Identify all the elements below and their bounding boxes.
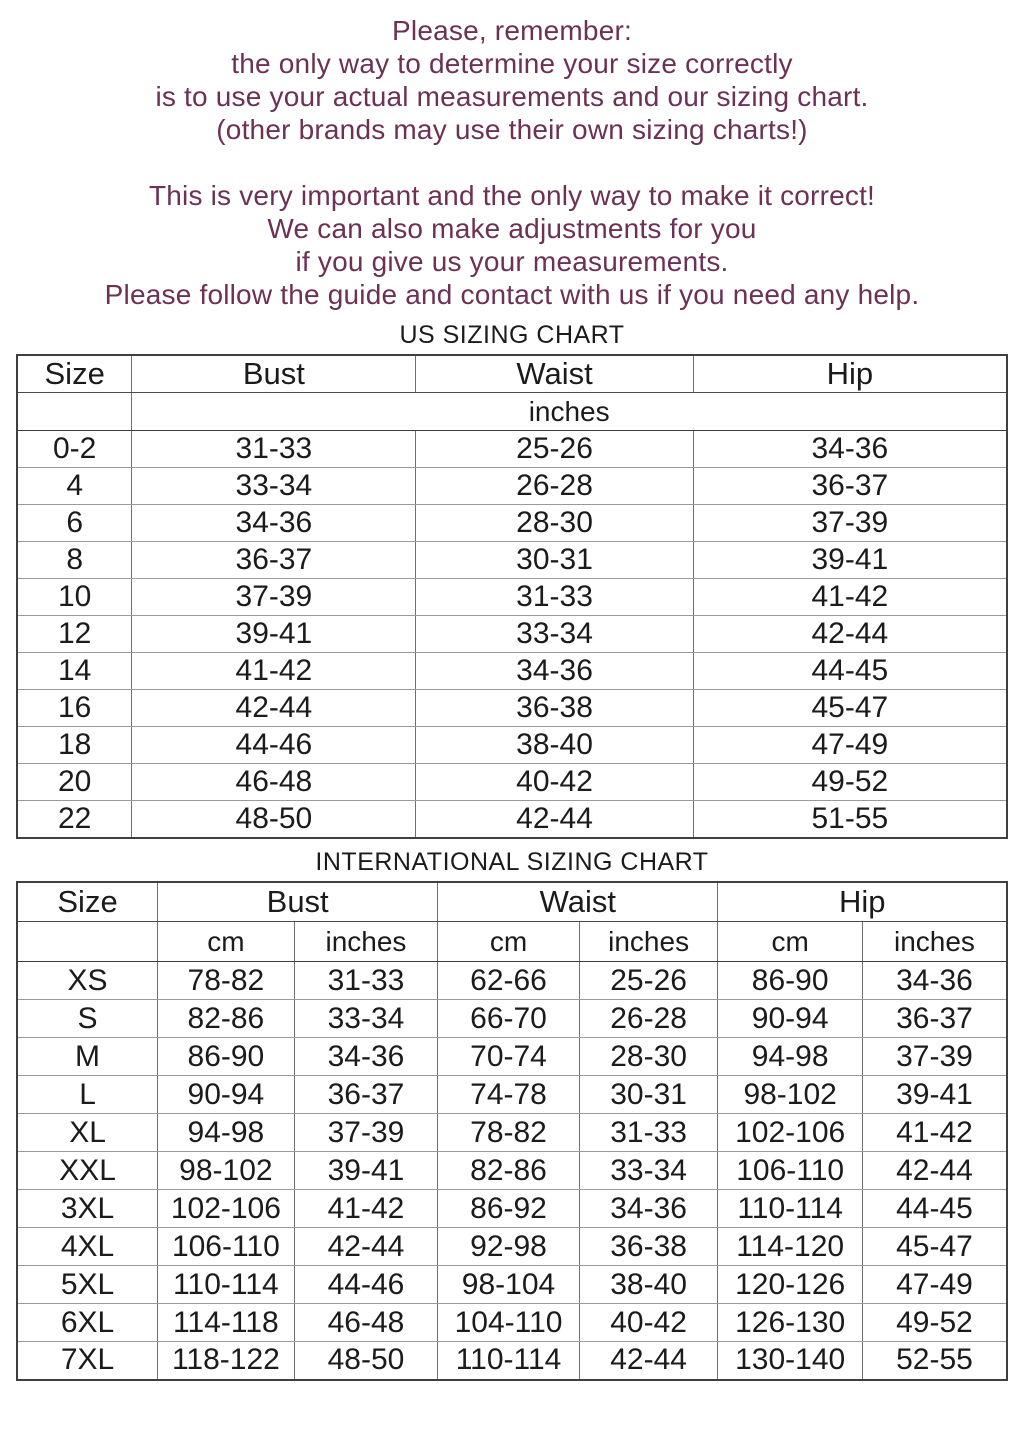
intl-unit-cm-cell: cm: [718, 922, 863, 962]
us-measurement-cell: 28-30: [416, 505, 693, 542]
table-row: [17, 579, 1007, 616]
table-row: [17, 1342, 1007, 1380]
table-row: [17, 1304, 1007, 1342]
intl-measurement-cell: 26-28: [579, 1000, 718, 1038]
us-measurement-cell: 42-44: [132, 690, 416, 727]
international-sizing-table: [16, 881, 1008, 1381]
intl-unit-empty-cell: [17, 922, 158, 962]
intl-size-cell: 6XL: [17, 1304, 158, 1342]
intl-measurement-cell: 47-49: [862, 1266, 1007, 1304]
intl-measurement-cell: 78-82: [158, 962, 295, 1000]
intl-measurement-cell: 118-122: [158, 1342, 295, 1380]
us-measurement-cell: 42-44: [416, 801, 693, 838]
intl-measurement-cell: 41-42: [294, 1190, 438, 1228]
intro-line: the only way to determine your size correctly: [231, 48, 793, 79]
us-measurement-cell: 36-37: [693, 468, 1007, 505]
us-measurement-cell: 33-34: [416, 616, 693, 653]
intl-measurement-cell: 42-44: [862, 1152, 1007, 1190]
us-size-cell: 0-2: [17, 431, 132, 468]
us-measurement-cell: 26-28: [416, 468, 693, 505]
intl-measurement-cell: 37-39: [294, 1114, 438, 1152]
intl-measurement-cell: 104-110: [438, 1304, 580, 1342]
intl-measurement-cell: 42-44: [294, 1228, 438, 1266]
us-size-cell: 8: [17, 542, 132, 579]
intl-measurement-cell: 94-98: [718, 1038, 863, 1076]
intl-header-row: [17, 882, 1007, 922]
us-measurement-cell: 49-52: [693, 764, 1007, 801]
table-row: [17, 727, 1007, 764]
intl-size-cell: XL: [17, 1114, 158, 1152]
us-measurement-cell: 37-39: [693, 505, 1007, 542]
intl-size-cell: XXL: [17, 1152, 158, 1190]
intro-line: This is very important and the only way to make it correct!: [148, 180, 876, 211]
intl-measurement-cell: 37-39: [862, 1038, 1007, 1076]
intl-measurement-cell: 70-74: [438, 1038, 580, 1076]
table-row: [17, 1152, 1007, 1190]
table-row: [17, 1228, 1007, 1266]
us-measurement-cell: 25-26: [416, 431, 693, 468]
intl-size-cell: 3XL: [17, 1190, 158, 1228]
intl-measurement-cell: 33-34: [294, 1000, 438, 1038]
us-measurement-cell: 51-55: [693, 801, 1007, 838]
intl-measurement-cell: 78-82: [438, 1114, 580, 1152]
intl-measurement-cell: 86-90: [718, 962, 863, 1000]
intl-size-cell: M: [17, 1038, 158, 1076]
us-size-cell: 22: [17, 801, 132, 838]
intl-measurement-cell: 44-45: [862, 1190, 1007, 1228]
intl-measurement-cell: 102-106: [158, 1190, 295, 1228]
intro-line: if you give us your measurements.: [295, 246, 729, 277]
us-measurement-cell: 38-40: [416, 727, 693, 764]
intl-measurement-cell: 106-110: [718, 1152, 863, 1190]
us-measurement-cell: 31-33: [132, 431, 416, 468]
us-measurement-cell: 45-47: [693, 690, 1007, 727]
intl-column-header: Size: [17, 882, 158, 922]
table-row: [17, 1114, 1007, 1152]
intl-measurement-cell: 86-90: [158, 1038, 295, 1076]
intl-measurement-cell: 36-38: [579, 1228, 718, 1266]
table-row: [17, 801, 1007, 838]
intl-measurement-cell: 31-33: [294, 962, 438, 1000]
us-unit-empty-cell: [17, 393, 132, 431]
us-column-header: Hip: [693, 355, 1007, 393]
intl-table-body: [17, 882, 1007, 1380]
us-column-header: Size: [17, 355, 132, 393]
intl-measurement-cell: 62-66: [438, 962, 580, 1000]
us-measurement-cell: 34-36: [693, 431, 1007, 468]
us-size-cell: 6: [17, 505, 132, 542]
us-measurement-cell: 41-42: [132, 653, 416, 690]
intl-measurement-cell: 98-102: [718, 1076, 863, 1114]
table-row: [17, 1000, 1007, 1038]
intro-line: Please, remember:: [392, 15, 632, 46]
intl-measurement-cell: 36-37: [862, 1000, 1007, 1038]
intl-measurement-cell: 49-52: [862, 1304, 1007, 1342]
intl-measurement-cell: 110-114: [438, 1342, 580, 1380]
intl-measurement-cell: 114-118: [158, 1304, 295, 1342]
intl-measurement-cell: 28-30: [579, 1038, 718, 1076]
intl-size-cell: XS: [17, 962, 158, 1000]
intl-measurement-cell: 34-36: [579, 1190, 718, 1228]
intl-measurement-cell: 66-70: [438, 1000, 580, 1038]
intl-measurement-cell: 90-94: [158, 1076, 295, 1114]
us-table-body: [17, 355, 1007, 838]
intl-measurement-cell: 94-98: [158, 1114, 295, 1152]
us-size-cell: 14: [17, 653, 132, 690]
intl-measurement-cell: 46-48: [294, 1304, 438, 1342]
intl-measurement-cell: 45-47: [862, 1228, 1007, 1266]
intro-line: We can also make adjustments for you: [267, 213, 757, 244]
intl-measurement-cell: 36-37: [294, 1076, 438, 1114]
intl-measurement-cell: 110-114: [718, 1190, 863, 1228]
us-measurement-cell: 39-41: [693, 542, 1007, 579]
intl-measurement-cell: 30-31: [579, 1076, 718, 1114]
intl-measurement-cell: 90-94: [718, 1000, 863, 1038]
us-measurement-cell: 36-38: [416, 690, 693, 727]
intro-paragraph-2: [0, 179, 1024, 311]
table-row: [17, 1038, 1007, 1076]
intl-unit-inches-cell: inches: [294, 922, 438, 962]
table-row: [17, 764, 1007, 801]
intl-unit-inches-cell: inches: [862, 922, 1007, 962]
us-measurement-cell: 31-33: [416, 579, 693, 616]
us-header-row: [17, 355, 1007, 393]
intl-measurement-cell: 39-41: [294, 1152, 438, 1190]
intl-column-header: Bust: [158, 882, 438, 922]
intro-line: (other brands may use their own sizing charts!): [216, 114, 808, 145]
table-row: [17, 431, 1007, 468]
intl-size-cell: L: [17, 1076, 158, 1114]
us-measurement-cell: 39-41: [132, 616, 416, 653]
intl-measurement-cell: 39-41: [862, 1076, 1007, 1114]
us-measurement-cell: 42-44: [693, 616, 1007, 653]
intl-size-cell: 4XL: [17, 1228, 158, 1266]
intl-measurement-cell: 31-33: [579, 1114, 718, 1152]
intl-measurement-cell: 120-126: [718, 1266, 863, 1304]
table-row: [17, 505, 1007, 542]
intro-line: is to use your actual measurements and our sizing chart.: [155, 81, 869, 112]
intl-measurement-cell: 98-104: [438, 1266, 580, 1304]
table-row: [17, 1266, 1007, 1304]
intl-unit-inches-cell: inches: [579, 922, 718, 962]
us-column-header: Waist: [416, 355, 693, 393]
us-column-header: Bust: [132, 355, 416, 393]
intl-measurement-cell: 34-36: [862, 962, 1007, 1000]
us-size-cell: 20: [17, 764, 132, 801]
intro-text: [0, 0, 1024, 311]
us-measurement-cell: 44-46: [132, 727, 416, 764]
intl-size-cell: S: [17, 1000, 158, 1038]
intl-measurement-cell: 82-86: [438, 1152, 580, 1190]
us-size-cell: 16: [17, 690, 132, 727]
intl-measurement-cell: 126-130: [718, 1304, 863, 1342]
table-row: [17, 962, 1007, 1000]
us-measurement-cell: 33-34: [132, 468, 416, 505]
us-measurement-cell: 34-36: [416, 653, 693, 690]
table-row: [17, 468, 1007, 505]
us-unit-label-cell: inches: [132, 393, 1007, 431]
intl-measurement-cell: 130-140: [718, 1342, 863, 1380]
us-size-cell: 18: [17, 727, 132, 764]
intl-measurement-cell: 110-114: [158, 1266, 295, 1304]
table-row: [17, 1190, 1007, 1228]
us-size-cell: 12: [17, 616, 132, 653]
intl-measurement-cell: 98-102: [158, 1152, 295, 1190]
intl-measurement-cell: 25-26: [579, 962, 718, 1000]
international-chart-title: INTERNATIONAL SIZING CHART: [315, 847, 709, 876]
intl-measurement-cell: 40-42: [579, 1304, 718, 1342]
intl-measurement-cell: 34-36: [294, 1038, 438, 1076]
intl-measurement-cell: 44-46: [294, 1266, 438, 1304]
intl-measurement-cell: 92-98: [438, 1228, 580, 1266]
intl-unit-row: [17, 922, 1007, 962]
intl-unit-cm-cell: cm: [158, 922, 295, 962]
us-measurement-cell: 48-50: [132, 801, 416, 838]
us-size-cell: 4: [17, 468, 132, 505]
intl-size-cell: 7XL: [17, 1342, 158, 1380]
table-row: [17, 542, 1007, 579]
table-row: [17, 1076, 1007, 1114]
intl-column-header: Waist: [438, 882, 718, 922]
intl-measurement-cell: 86-92: [438, 1190, 580, 1228]
intl-column-header: Hip: [718, 882, 1007, 922]
intl-measurement-cell: 74-78: [438, 1076, 580, 1114]
table-row: [17, 616, 1007, 653]
intl-measurement-cell: 102-106: [718, 1114, 863, 1152]
us-sizing-table: [16, 354, 1008, 839]
us-measurement-cell: 46-48: [132, 764, 416, 801]
us-measurement-cell: 34-36: [132, 505, 416, 542]
table-row: [17, 653, 1007, 690]
intl-size-cell: 5XL: [17, 1266, 158, 1304]
us-measurement-cell: 36-37: [132, 542, 416, 579]
us-unit-row: [17, 393, 1007, 431]
intl-measurement-cell: 38-40: [579, 1266, 718, 1304]
intl-measurement-cell: 48-50: [294, 1342, 438, 1380]
intl-measurement-cell: 114-120: [718, 1228, 863, 1266]
us-measurement-cell: 41-42: [693, 579, 1007, 616]
intl-measurement-cell: 106-110: [158, 1228, 295, 1266]
intro-paragraph-1: [0, 14, 1024, 146]
us-measurement-cell: 37-39: [132, 579, 416, 616]
table-row: [17, 690, 1007, 727]
intl-unit-cm-cell: cm: [438, 922, 580, 962]
us-chart-title: US SIZING CHART: [399, 321, 625, 349]
intl-measurement-cell: 41-42: [862, 1114, 1007, 1152]
intl-measurement-cell: 52-55: [862, 1342, 1007, 1380]
us-measurement-cell: 30-31: [416, 542, 693, 579]
intl-measurement-cell: 33-34: [579, 1152, 718, 1190]
us-measurement-cell: 47-49: [693, 727, 1007, 764]
us-measurement-cell: 40-42: [416, 764, 693, 801]
intro-line: Please follow the guide and contact with us if you need any help.: [104, 279, 920, 310]
intl-measurement-cell: 82-86: [158, 1000, 295, 1038]
us-measurement-cell: 44-45: [693, 653, 1007, 690]
intl-measurement-cell: 42-44: [579, 1342, 718, 1380]
us-size-cell: 10: [17, 579, 132, 616]
